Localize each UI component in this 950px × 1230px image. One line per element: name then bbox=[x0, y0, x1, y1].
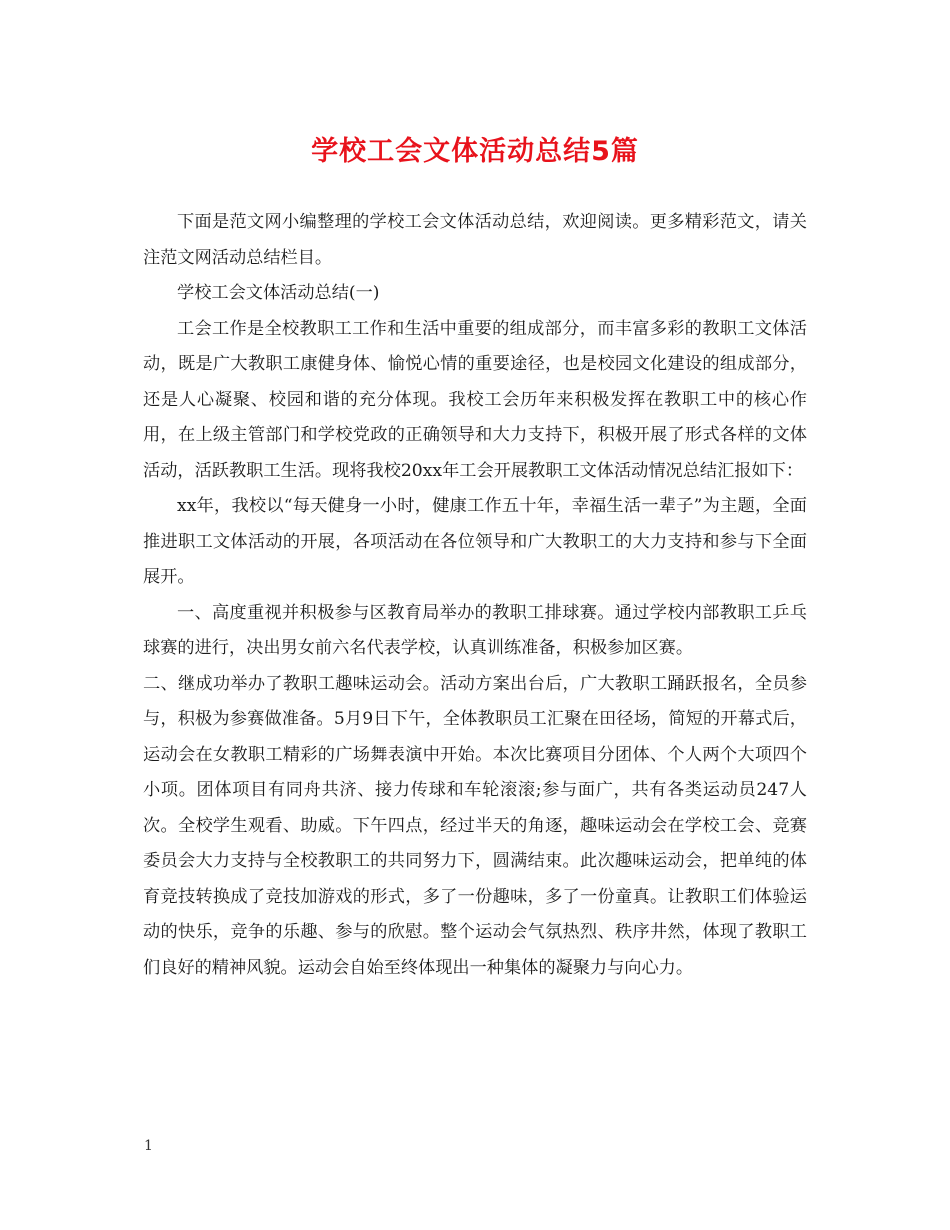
body-paragraph: 一、高度重视并积极参与区教育局举办的教职工排球赛。通过学校内部教职工乒乓球赛的进行，决出男女前六名代表学校，认真训练准备，积极参加区赛。 bbox=[143, 602, 807, 658]
page-number: 1 bbox=[144, 1138, 153, 1154]
intro-paragraph: 下面是范文网小编整理的学校工会文体活动总结，欢迎阅读。更多精彩范文，请关注范文网活动总结栏目。 bbox=[143, 212, 807, 268]
body-paragraph: xx年，我校以“每天健身一小时，健康工作五十年，幸福生活一辈子”为主题，全面推进职工文体活动的开展，各项活动在各位领导和广大教职工的大力支持和参与下全面展开。 bbox=[143, 496, 807, 587]
body-paragraph: 二、继成功举办了教职工趣味运动会。活动方案出台后，广大教职工踊跃报名，全员参与，积极为参赛做准备。5月9日下午，全体教职员工汇聚在田径场，简短的开幕式后，运动会在女教职工精彩的广场舞表演中开始。本次比赛项目分团体、个人两个大项四个小项。团体项目有同舟共济、接力传球和车轮滚滚;参与面广，共有各类运动员247人次。全校学生观看、助威。下午四点，经过半天的角逐，趣味运动会在学校工会、竞赛委员会大力支持与全校教职工的共同努力下，圆满结束。此次趣味运动会，把单纯的体育竞技转换成了竞技加游戏的形式，多了一份趣味，多了一份童真。让教职工们体验运动的快乐，竞争的乐趣、参与的欣慰。整个运动会气氛热烈、秩序井然，体现了教职工们良好的精神风貌。运动会自始至终体现出一种集体的凝聚力与向心力。 bbox=[143, 673, 807, 978]
section-heading: 学校工会文体活动总结(一) bbox=[177, 283, 380, 303]
document-body bbox=[143, 205, 807, 986]
body-paragraph: 工会工作是全校教职工工作和生活中重要的组成部分，而丰富多彩的教职工文体活动，既是广大教职工康健身体、愉悦心情的重要途径，也是校园文化建设的组成部分，还是人心凝聚、校园和谐的充分体现。我校工会历年来积极发挥在教职工中的核心作用，在上级主管部门和学校党政的正确领导和大力支持下，积极开展了形式各样的文体活动，活跃教职工生活。现将我校20xx年工会开展教职工文体活动情况总结汇报如下： bbox=[143, 318, 807, 481]
document-title: 学校工会文体活动总结5篇 bbox=[311, 136, 639, 167]
